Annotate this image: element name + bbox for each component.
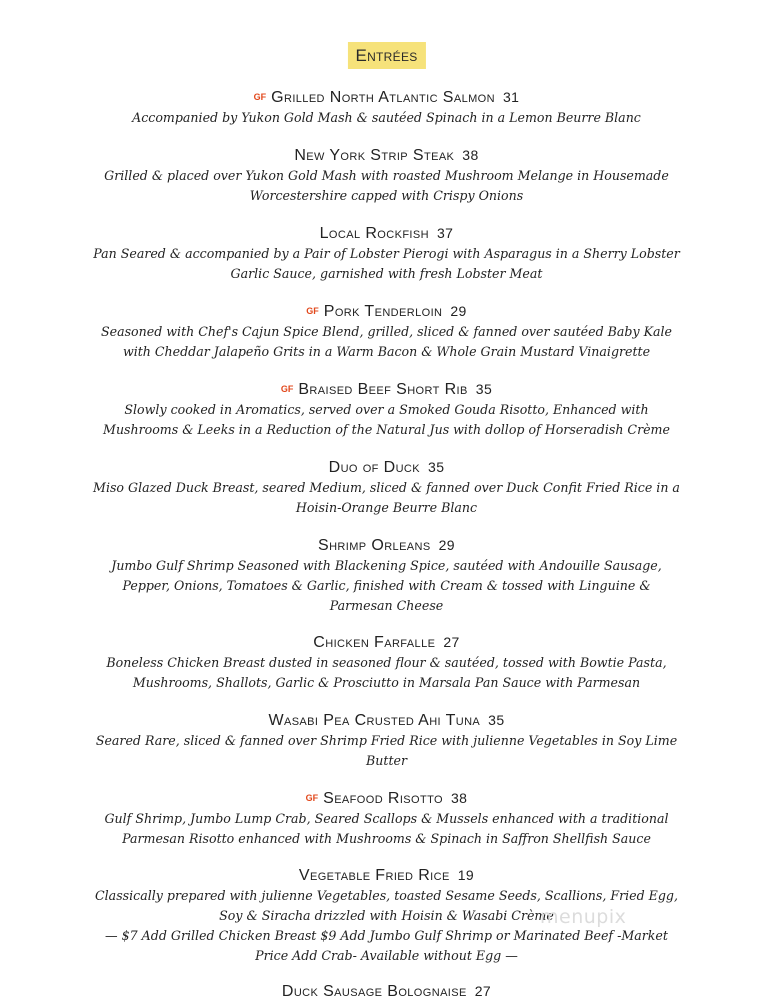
menu-item-description bbox=[87, 166, 687, 206]
menu-item-description bbox=[87, 556, 687, 616]
menu-item-heading bbox=[0, 787, 773, 809]
menu-item bbox=[0, 300, 773, 362]
description-line: Pan Seared & accompanied by a Pair of Lobster Pierogi with Asparagus in a Sherry Lobster bbox=[93, 246, 680, 261]
menu-item-name: Shrimp Orleans bbox=[318, 537, 431, 554]
menu-item-heading bbox=[0, 378, 773, 400]
menu-item-price: 38 bbox=[451, 790, 468, 806]
description-line: Soy & Siracha drizzled with Hoisin & Wasabi Crème bbox=[219, 908, 554, 923]
menu-item-description bbox=[87, 809, 687, 849]
description-line: Mushrooms, Shallots, Garlic & Prosciutto in Marsala Pan Sauce with Parmesan bbox=[132, 675, 641, 690]
menu-item-description bbox=[87, 653, 687, 693]
menu-item-heading bbox=[0, 144, 773, 166]
description-line: Accompanied by Yukon Gold Mash & sautéed Spinach in a Lemon Beurre Blanc bbox=[132, 110, 641, 125]
menu-item-price: 29 bbox=[450, 303, 467, 319]
menu-item-description bbox=[87, 244, 687, 284]
description-line: Mushrooms & Leeks in a Reduction of the Natural Jus with dollop of Horseradish Crème bbox=[103, 422, 670, 437]
menu-item-name: Duck Sausage Bolognaise bbox=[281, 983, 467, 1000]
menu-item-heading bbox=[0, 980, 773, 1002]
description-line: Slowly cooked in Aromatics, served over a Smoked Gouda Risotto, Enhanced with bbox=[124, 402, 649, 417]
menu-item bbox=[0, 534, 773, 616]
menu-item bbox=[0, 709, 773, 771]
menu-item-price: 31 bbox=[502, 89, 520, 105]
menu-item-heading bbox=[0, 631, 773, 653]
watermark: menupix bbox=[540, 906, 627, 928]
gluten-free-badge: GF bbox=[253, 92, 267, 102]
description-line: Parmesan Risotto enhanced with Mushrooms & Spinach in Saffron Shellfish Sauce bbox=[122, 831, 651, 846]
menu-item-heading bbox=[0, 86, 773, 108]
menu-item bbox=[0, 222, 773, 284]
menu-item-heading bbox=[0, 534, 773, 556]
menu-item-price: 35 bbox=[475, 381, 493, 397]
menu-item-description bbox=[87, 731, 687, 771]
menu-item-name: Grilled North Atlantic Salmon bbox=[271, 89, 495, 106]
menu-item-name: Pork Tenderloin bbox=[323, 303, 443, 320]
menu-item-name: New York Strip Steak bbox=[294, 147, 455, 164]
menu-item-description bbox=[87, 400, 687, 440]
menu-item-heading bbox=[0, 864, 773, 886]
description-line: Hoisin-Orange Beurre Blanc bbox=[295, 500, 478, 515]
gluten-free-badge: GF bbox=[280, 384, 294, 394]
menu-item-price: 35 bbox=[428, 459, 445, 475]
menu-item bbox=[0, 787, 773, 849]
description-line: Boneless Chicken Breast dusted in seasoned flour & sautéed, tossed with Bowtie Pasta, bbox=[106, 655, 667, 670]
description-line: Butter bbox=[366, 753, 407, 768]
description-line: Jumbo Gulf Shrimp Seasoned with Blackening Spice, sautéed with Andouille Sausage, bbox=[111, 558, 662, 573]
description-line: Price Add Crab- Available without Egg — bbox=[255, 948, 518, 963]
description-line: Parmesan Cheese bbox=[329, 598, 444, 613]
menu-item-name: Local Rockfish bbox=[319, 225, 429, 242]
description-line: Miso Glazed Duck Breast, seared Medium, sliced & fanned over Duck Confit Fried Rice in a bbox=[93, 480, 680, 495]
description-line: Pepper, Onions, Tomatoes & Garlic, finished with Cream & tossed with Linguine & bbox=[122, 578, 651, 593]
menu-item-heading bbox=[0, 456, 773, 478]
menu-item-price: 29 bbox=[438, 537, 455, 553]
menu-item-name: Duo of Duck bbox=[328, 459, 421, 476]
menu-item-description bbox=[87, 322, 687, 362]
menu-item-name: Wasabi Pea Crusted Ahi Tuna bbox=[268, 712, 481, 729]
menu-item-price: 35 bbox=[488, 712, 505, 728]
description-line: Garlic Sauce, garnished with fresh Lobster Meat bbox=[230, 266, 543, 281]
menu-item-price: 27 bbox=[474, 983, 492, 999]
menu-item-heading bbox=[0, 709, 773, 731]
menu-item-heading bbox=[0, 300, 773, 322]
menu-item bbox=[0, 456, 773, 518]
menu-item-price: 37 bbox=[436, 225, 454, 241]
description-line: Grilled & placed over Yukon Gold Mash with roasted Mushroom Melange in Housemade bbox=[104, 168, 669, 183]
menu-item bbox=[0, 378, 773, 440]
description-line: Worcestershire capped with Crispy Onions bbox=[249, 188, 524, 203]
menu-item bbox=[0, 864, 773, 966]
description-line: Seared Rare, sliced & fanned over Shrimp Fried Rice with julienne Vegetables in Soy Lime bbox=[95, 733, 678, 748]
menu-item-name: Chicken Farfalle bbox=[313, 634, 436, 651]
menu-item-description bbox=[87, 108, 687, 128]
description-line: — $7 Add Grilled Chicken Breast $9 Add Jumbo Gulf Shrimp or Marinated Beef -Market bbox=[105, 928, 668, 943]
menu-item-price: 19 bbox=[457, 867, 475, 883]
description-line: with Cheddar Jalapeño Grits in a Warm Bacon & Whole Grain Mustard Vinaigrette bbox=[122, 344, 651, 359]
menu-item-description bbox=[87, 478, 687, 518]
gluten-free-badge: GF bbox=[305, 793, 319, 803]
menu-item-name: Vegetable Fried Rice bbox=[298, 867, 450, 884]
menu-item bbox=[0, 86, 773, 128]
section-title: Entrées bbox=[347, 42, 425, 69]
description-line: Seasoned with Chef's Cajun Spice Blend, grilled, sliced & fanned over sautéed Baby Kale bbox=[101, 324, 672, 339]
description-line: Gulf Shrimp, Jumbo Lump Crab, Seared Scallops & Mussels enhanced with a traditional bbox=[104, 811, 669, 826]
menu-item-heading bbox=[0, 222, 773, 244]
menu-item-name: Braised Beef Short Rib bbox=[298, 381, 468, 398]
gluten-free-badge: GF bbox=[306, 306, 319, 316]
menu-item-name: Seafood Risotto bbox=[323, 790, 443, 807]
description-line: Classically prepared with julienne Vegetables, toasted Sesame Seeds, Scallions, Fried Egg, bbox=[95, 888, 678, 903]
menu-item-price: 38 bbox=[462, 147, 479, 163]
menu-item bbox=[0, 980, 773, 1002]
menu-item-price: 27 bbox=[443, 634, 460, 650]
menu-item bbox=[0, 144, 773, 206]
menu-item bbox=[0, 631, 773, 693]
